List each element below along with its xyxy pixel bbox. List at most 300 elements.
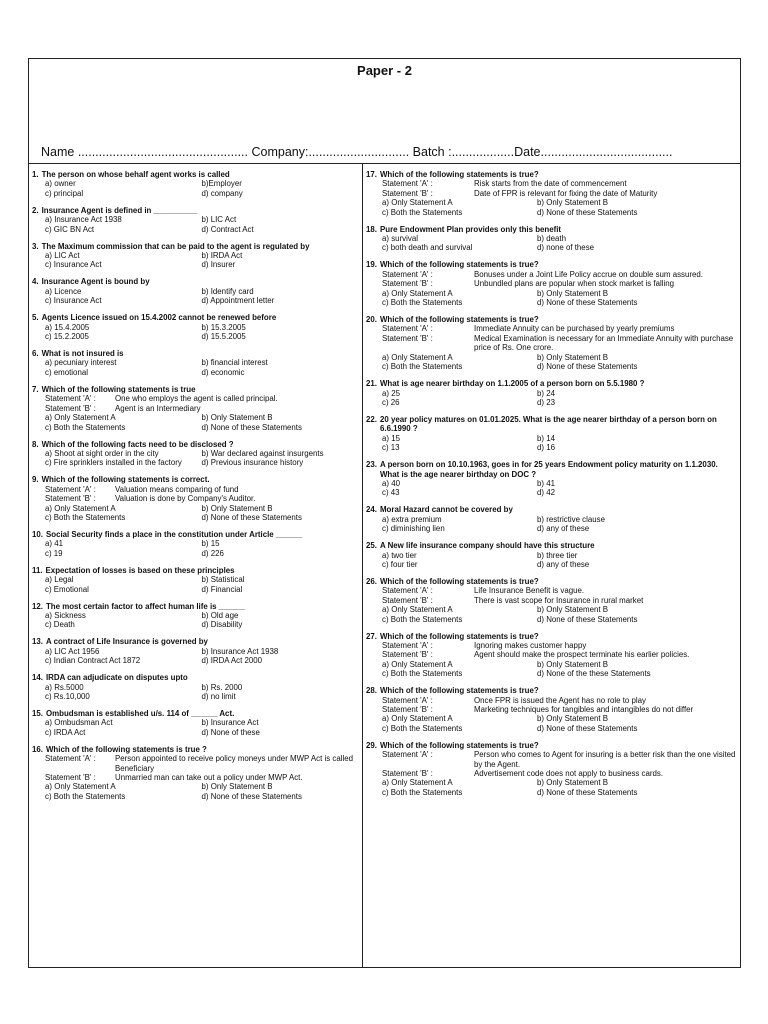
column-divider xyxy=(362,163,363,967)
statement-line xyxy=(366,596,738,605)
question-text: Which of the following statements is correct. xyxy=(41,475,210,485)
question-text: Which of the following statements is true? xyxy=(379,170,539,179)
question-text: Which of the following statements is true xyxy=(41,384,196,394)
statement-line xyxy=(366,279,738,288)
question-stem xyxy=(32,242,358,251)
company-field: Company:............................. xyxy=(251,145,410,159)
answer-option: d) Disability xyxy=(201,620,243,630)
question-text: 20 year policy matures on 01.01.2025. What is the age nearer birthday of a person born on 6.6.1990 ? xyxy=(379,414,717,434)
statement-line xyxy=(32,485,358,494)
question-text: The person on whose behalf agent works is called xyxy=(41,170,230,179)
answer-option: d) Financial xyxy=(201,584,243,594)
statement-key: Statement 'B' : xyxy=(382,769,433,779)
statement-line xyxy=(366,324,738,333)
answer-options xyxy=(366,289,738,308)
question-number: 24. xyxy=(366,505,377,515)
answer-options xyxy=(366,551,738,570)
question-stem xyxy=(366,379,738,388)
answer-option: b) Only Statement B xyxy=(537,778,609,788)
answer-option: b) 14 xyxy=(537,433,555,443)
question-number: 19. xyxy=(366,260,377,270)
question-stem xyxy=(32,530,358,539)
question-text: What is age nearer birthday on 1.1.2005 of a person born on 5.5.1980 ? xyxy=(379,379,645,389)
answer-option: d) None of these Statements xyxy=(537,362,638,372)
answer-option: a) Only Statement A xyxy=(45,782,116,792)
answer-option: a) Rs.5000 xyxy=(45,682,84,692)
date-field: Date...................................... xyxy=(514,145,673,159)
answer-option: d) None of these Statements xyxy=(537,787,638,797)
question-stem xyxy=(366,260,738,269)
statement-text: Once FPR is issued the Agent has no role to play xyxy=(474,695,646,705)
answer-option: d) None of these Statements xyxy=(537,207,638,217)
answer-option: d) 15.5.2005 xyxy=(201,332,246,342)
answer-option: a) survival xyxy=(382,234,418,244)
answer-option: b)Employer xyxy=(201,179,242,189)
answer-option: b) 41 xyxy=(537,478,555,488)
answer-option: c) diminishing lien xyxy=(382,524,445,534)
statement-key: Statement 'A' : xyxy=(382,641,433,650)
answer-options xyxy=(366,714,738,733)
statement-text: There is vast scope for Insurance in rural market xyxy=(474,595,644,605)
question-text: IRDA can adjudicate on disputes upto xyxy=(45,673,188,683)
answer-option: b) Only Statement B xyxy=(537,714,609,724)
question-stem xyxy=(32,440,358,449)
answer-option: c) 15.2.2005 xyxy=(45,332,89,342)
right-column xyxy=(366,170,738,805)
question-stem xyxy=(366,632,738,641)
statement-text: Person who comes to Agent for insuring is a better risk than the one visited by the Agent. xyxy=(474,750,736,769)
answer-options xyxy=(32,575,358,594)
statement-text: Agent should make the prospect terminate his earlier policies. xyxy=(474,650,690,660)
question-number: 3. xyxy=(32,241,39,251)
question-stem xyxy=(366,541,738,550)
question-item xyxy=(32,566,358,594)
question-text: Pure Endowment Plan provides only this benefit xyxy=(379,224,562,234)
answer-option: b) War declared against insurgents xyxy=(201,448,324,458)
question-text: The Maximum commission that can be paid to the agent is regulated by xyxy=(41,241,310,251)
answer-options xyxy=(32,504,358,523)
answer-option: b) Identify card xyxy=(201,286,254,296)
question-item xyxy=(32,277,358,305)
question-stem xyxy=(32,385,358,394)
statement-line xyxy=(32,773,358,782)
answer-option: c) Both the Statements xyxy=(382,298,463,308)
answer-option: d) Previous insurance history xyxy=(201,458,304,468)
answer-option: d) None of these Statements xyxy=(537,614,638,624)
statement-line xyxy=(366,179,738,188)
statement-line xyxy=(366,586,738,595)
question-text: Which of the following facts need to be disclosed ? xyxy=(41,439,234,449)
answer-option: a) Only Statement A xyxy=(45,503,116,513)
answer-option: c) Insurance Act xyxy=(45,296,102,306)
answer-option: b) three tier xyxy=(537,550,578,560)
answer-option: c) Emotional xyxy=(45,584,89,594)
answer-options xyxy=(32,539,358,558)
statement-line xyxy=(32,494,358,503)
question-number: 14. xyxy=(32,673,43,683)
question-text: The most certain factor to affect human life is ______ xyxy=(45,601,246,611)
answer-option: d) None of these Statements xyxy=(537,298,638,308)
answer-option: a) Only Statement A xyxy=(382,659,453,669)
statement-text: Date of FPR is relevant for fixing the date of Maturity xyxy=(474,188,658,198)
question-stem xyxy=(32,709,358,718)
answer-option: a) Only Statement A xyxy=(382,198,453,208)
answer-option: c) 13 xyxy=(382,443,400,453)
question-text: Social Security finds a place in the constitution under Article ______ xyxy=(45,529,303,539)
answer-option: b) Insurance Act 1938 xyxy=(201,646,279,656)
answer-option: b) Only Statement B xyxy=(537,288,609,298)
answer-option: b) restrictive clause xyxy=(537,514,605,524)
statement-line xyxy=(366,270,738,279)
paper-title: Paper - 2 xyxy=(357,63,412,78)
question-stem xyxy=(366,577,738,586)
statement-key: Statement 'A' : xyxy=(382,695,433,705)
question-number: 5. xyxy=(32,313,39,323)
statement-text: Valuation is done by Company's Auditor. xyxy=(115,494,256,504)
statement-line xyxy=(366,641,738,650)
question-item xyxy=(366,541,738,569)
question-number: 28. xyxy=(366,686,377,696)
question-item xyxy=(32,440,358,468)
answer-options xyxy=(366,778,738,797)
answer-option: c) Death xyxy=(45,620,75,630)
statement-line xyxy=(366,705,738,714)
answer-options xyxy=(32,287,358,306)
statement-line xyxy=(366,334,738,353)
answer-option: b) Rs. 2000 xyxy=(201,682,243,692)
question-text: A contract of Life Insurance is governed by xyxy=(45,637,208,647)
answer-option: d) 42 xyxy=(537,488,555,498)
answer-option: d) None of these Statements xyxy=(201,791,302,801)
statement-key: Statement 'A' : xyxy=(45,754,96,764)
statement-key: Statement 'A' : xyxy=(382,750,433,760)
name-field: Name ................................................. xyxy=(41,145,248,159)
statement-text: Unmarried man can take out a policy under MWP Act. xyxy=(115,773,303,783)
statement-line xyxy=(32,404,358,413)
statement-line xyxy=(366,189,738,198)
statement-text: Marketing techniques for tangibles and intangibles do not differ xyxy=(474,705,694,715)
answer-option: a) two tier xyxy=(382,550,417,560)
answer-option: b) death xyxy=(537,234,566,244)
statement-line xyxy=(32,394,358,403)
statement-text: Bonuses under a Joint Life Policy accrue on double sum assured. xyxy=(474,269,703,279)
question-number: 13. xyxy=(32,637,43,647)
answer-option: c) Both the Statements xyxy=(382,723,463,733)
answer-options xyxy=(32,683,358,702)
answer-options xyxy=(32,611,358,630)
question-item xyxy=(32,170,358,198)
statement-key: Statement 'B' : xyxy=(382,705,433,715)
question-item xyxy=(32,475,358,522)
question-stem xyxy=(366,170,738,179)
question-number: 15. xyxy=(32,709,43,718)
statement-key: Statement 'A' : xyxy=(382,324,433,334)
answer-options xyxy=(32,323,358,342)
answer-option: d) any of these xyxy=(537,524,590,534)
header-rule xyxy=(29,163,740,164)
answer-options xyxy=(366,198,738,217)
question-item xyxy=(366,260,738,307)
answer-option: b) Insurance Act xyxy=(201,718,259,728)
answer-option: a) Only Statement A xyxy=(45,413,116,423)
question-item xyxy=(32,530,358,558)
question-stem xyxy=(366,415,738,434)
answer-option: b) IRDA Act xyxy=(201,251,243,261)
question-item xyxy=(366,415,738,453)
answer-option: b) 24 xyxy=(537,388,555,398)
answer-option: b) LIC Act xyxy=(201,215,237,225)
question-item xyxy=(366,170,738,217)
statement-key: Statement 'B' : xyxy=(382,595,433,605)
question-number: 16. xyxy=(32,744,43,754)
question-item xyxy=(32,673,358,701)
question-stem xyxy=(32,277,358,286)
answer-option: d) None of these xyxy=(201,727,260,737)
question-number: 7. xyxy=(32,384,39,394)
question-stem xyxy=(32,602,358,611)
answer-option: b) Only Statement B xyxy=(537,659,609,669)
answer-option: c) Both the Statements xyxy=(382,787,463,797)
answer-options xyxy=(32,251,358,270)
answer-option: c) Rs.10,000 xyxy=(45,692,90,701)
question-stem xyxy=(366,505,738,514)
question-text: A New life insurance company should have this structure xyxy=(379,541,595,551)
statement-text: Medical Examination is necessary for an Immediate Annuity with purchase price of Rs. One crore. xyxy=(474,333,734,353)
question-text: What is not insured is xyxy=(41,349,124,359)
answer-option: a) 41 xyxy=(45,539,63,549)
answer-option: a) 15 xyxy=(382,433,400,443)
answer-option: a) LIC Act xyxy=(45,251,80,261)
question-number: 25. xyxy=(366,541,377,551)
statement-key: Statement 'A' : xyxy=(45,484,96,494)
question-stem xyxy=(366,741,738,750)
answer-option: d) no limit xyxy=(201,692,236,701)
statement-key: Statement 'A' : xyxy=(382,269,433,279)
answer-options xyxy=(32,718,358,737)
statement-text: Advertisement code does not apply to business cards. xyxy=(474,769,664,779)
answer-options xyxy=(32,782,358,801)
answer-option: a) Only Statement A xyxy=(382,288,453,298)
answer-option: c) Both the Statements xyxy=(382,614,463,624)
answer-option: c) Fire sprinklers installed in the factory xyxy=(45,458,182,468)
answer-option: a) LIC Act 1956 xyxy=(45,646,100,656)
answer-option: d) None of these Statements xyxy=(201,422,302,432)
answer-option: c) Insurance Act xyxy=(45,260,102,270)
answer-option: a) 40 xyxy=(382,478,400,488)
answer-option: b) financial interest xyxy=(201,358,268,368)
statement-key: Statement 'B' : xyxy=(45,403,96,413)
answer-option: d) 16 xyxy=(537,443,555,453)
question-item xyxy=(32,602,358,630)
answer-option: a) Legal xyxy=(45,575,74,585)
answer-option: a) owner xyxy=(45,179,76,189)
question-stem xyxy=(366,315,738,324)
question-item xyxy=(32,637,358,665)
question-stem xyxy=(32,566,358,575)
candidate-details-line xyxy=(41,145,672,159)
question-text: Moral Hazard cannot be covered by xyxy=(379,505,513,515)
statement-key: Statement 'B' : xyxy=(45,773,96,783)
answer-option: b) Only Statement B xyxy=(201,503,273,513)
question-item xyxy=(366,577,738,624)
answer-options xyxy=(32,358,358,377)
question-text: Which of the following statements is true ? xyxy=(45,744,207,754)
answer-option: d) Insurer xyxy=(201,260,236,270)
answer-option: a) Licence xyxy=(45,286,82,296)
answer-options xyxy=(366,515,738,534)
answer-option: a) Insurance Act 1938 xyxy=(45,215,122,225)
answer-options xyxy=(366,605,738,624)
question-stem xyxy=(32,313,358,322)
answer-option: a) Only Statement A xyxy=(382,605,453,615)
question-number: 4. xyxy=(32,277,39,287)
answer-option: c) IRDA Act xyxy=(45,727,86,737)
answer-option: a) Only Statement A xyxy=(382,778,453,788)
answer-option: c) 26 xyxy=(382,397,400,407)
question-number: 22. xyxy=(366,414,377,424)
answer-option: a) 15.4.2005 xyxy=(45,322,90,332)
question-text: Ombudsman is established u/s. 114 of ______ Act. xyxy=(45,709,235,718)
answer-option: c) Both the Statements xyxy=(45,512,126,522)
statement-line xyxy=(32,754,358,773)
statement-text: One who employs the agent is called principal. xyxy=(115,394,278,404)
answer-option: d) None of the these Statements xyxy=(537,669,651,679)
statement-text: Person appointed to receive policy moneys under MWP Act is called Beneficiary xyxy=(115,754,354,773)
question-stem xyxy=(32,745,358,754)
answer-option: d) None of these Statements xyxy=(537,723,638,733)
answer-options xyxy=(32,647,358,666)
answer-option: c) Both the Statements xyxy=(45,791,126,801)
question-number: 18. xyxy=(366,224,377,234)
question-text: Which of the following statements is true? xyxy=(379,686,539,696)
answer-option: b) 15 xyxy=(201,539,220,549)
answer-option: c) GIC BN Act xyxy=(45,224,95,234)
question-number: 20. xyxy=(366,315,377,325)
statement-key: Statement 'B' : xyxy=(382,333,433,343)
answer-option: c) Both the Statements xyxy=(382,362,463,372)
question-item xyxy=(32,206,358,234)
answer-options xyxy=(366,389,738,408)
question-number: 11. xyxy=(32,565,43,575)
answer-option: b) Old age xyxy=(201,610,239,620)
answer-option: d) 23 xyxy=(537,397,555,407)
statement-text: Ignoring makes customer happy xyxy=(474,641,587,650)
question-number: 12. xyxy=(32,601,43,611)
question-item xyxy=(366,505,738,533)
question-number: 10. xyxy=(32,529,43,539)
answer-option: c) principal xyxy=(45,188,84,198)
question-stem xyxy=(366,460,738,479)
statement-text: Immediate Annuity can be purchased by yearly premiums xyxy=(474,324,675,334)
question-stem xyxy=(32,673,358,682)
question-item xyxy=(366,460,738,498)
answer-options xyxy=(366,353,738,372)
question-stem xyxy=(32,170,358,179)
answer-option: c) 43 xyxy=(382,488,400,498)
question-item xyxy=(32,745,358,801)
question-item xyxy=(366,315,738,371)
question-number: 23. xyxy=(366,460,377,470)
answer-option: a) Ombudsman Act xyxy=(45,718,113,728)
answer-option: d) Contract Act xyxy=(201,224,254,234)
statement-key: Statement 'B' : xyxy=(382,650,433,660)
question-stem xyxy=(32,206,358,215)
answer-options xyxy=(32,413,358,432)
question-stem xyxy=(366,225,738,234)
question-stem xyxy=(366,686,738,695)
answer-option: d) economic xyxy=(201,367,245,377)
question-text: Which of the following statements is true? xyxy=(379,260,539,270)
question-item xyxy=(32,385,358,432)
answer-option: c) 19 xyxy=(45,548,63,558)
answer-options xyxy=(366,660,738,679)
answer-option: b) Statistical xyxy=(201,575,245,585)
answer-option: d) none of these xyxy=(537,243,595,253)
answer-options xyxy=(366,479,738,498)
answer-option: a) Sickness xyxy=(45,610,86,620)
answer-option: b) Only Statement B xyxy=(201,782,273,792)
statement-key: Statement 'A' : xyxy=(382,586,433,596)
answer-option: c) Both the Statements xyxy=(382,669,463,679)
question-text: Expectation of losses is based on these principles xyxy=(45,565,235,575)
statement-text: Life Insurance Benefit is vague. xyxy=(474,586,585,596)
question-text: Which of the following statements is true? xyxy=(379,740,539,750)
answer-option: c) Both the Statements xyxy=(382,207,463,217)
question-number: 1. xyxy=(32,170,39,179)
question-text: Which of the following statements is true? xyxy=(379,315,539,325)
statement-key: Statement 'A' : xyxy=(382,179,433,189)
answer-option: a) Only Statement A xyxy=(382,714,453,724)
answer-option: a) Only Statement A xyxy=(382,352,453,362)
question-text: A person born on 10.10.1963, goes in for 25 years Endowment policy maturity on 1.1.2030. What is the age nearer birthday on DOC ? xyxy=(379,460,718,479)
answer-option: d) any of these xyxy=(537,559,590,569)
answer-option: b) Only Statement B xyxy=(201,413,273,423)
answer-option: d) company xyxy=(201,188,243,198)
statement-text: Valuation means comparing of fund xyxy=(115,484,239,494)
question-stem xyxy=(32,637,358,646)
statement-text: Agent is an Intermediary xyxy=(115,403,201,413)
answer-option: d) IRDA Act 2000 xyxy=(201,656,263,666)
answer-option: c) emotional xyxy=(45,367,88,377)
answer-options xyxy=(32,215,358,234)
question-number: 27. xyxy=(366,631,377,641)
batch-field: Batch :.................. xyxy=(412,145,515,159)
statement-key: Statement 'B' : xyxy=(382,279,433,289)
answer-option: d) None of these Statements xyxy=(201,512,302,522)
statement-key: Statement 'B' : xyxy=(382,188,433,198)
answer-option: b) 15.3.2005 xyxy=(201,322,246,332)
statement-line xyxy=(366,650,738,659)
question-item xyxy=(366,379,738,407)
answer-option: a) extra premium xyxy=(382,514,442,524)
question-item xyxy=(32,242,358,270)
statement-key: Statement 'B' : xyxy=(45,494,96,504)
statement-key: Statement 'A' : xyxy=(45,394,96,404)
question-number: 17. xyxy=(366,170,377,179)
question-item xyxy=(32,349,358,377)
question-item xyxy=(366,686,738,733)
answer-option: a) pecuniary interest xyxy=(45,358,117,368)
answer-option: c) Indian Contract Act 1872 xyxy=(45,656,141,666)
question-item xyxy=(366,741,738,797)
question-item xyxy=(366,225,738,253)
statement-line xyxy=(366,769,738,778)
question-item xyxy=(32,709,358,737)
question-item xyxy=(32,313,358,341)
statement-line xyxy=(366,750,738,769)
question-stem xyxy=(32,349,358,358)
statement-text: Unbundled plans are popular when stock market is falling xyxy=(474,279,675,289)
